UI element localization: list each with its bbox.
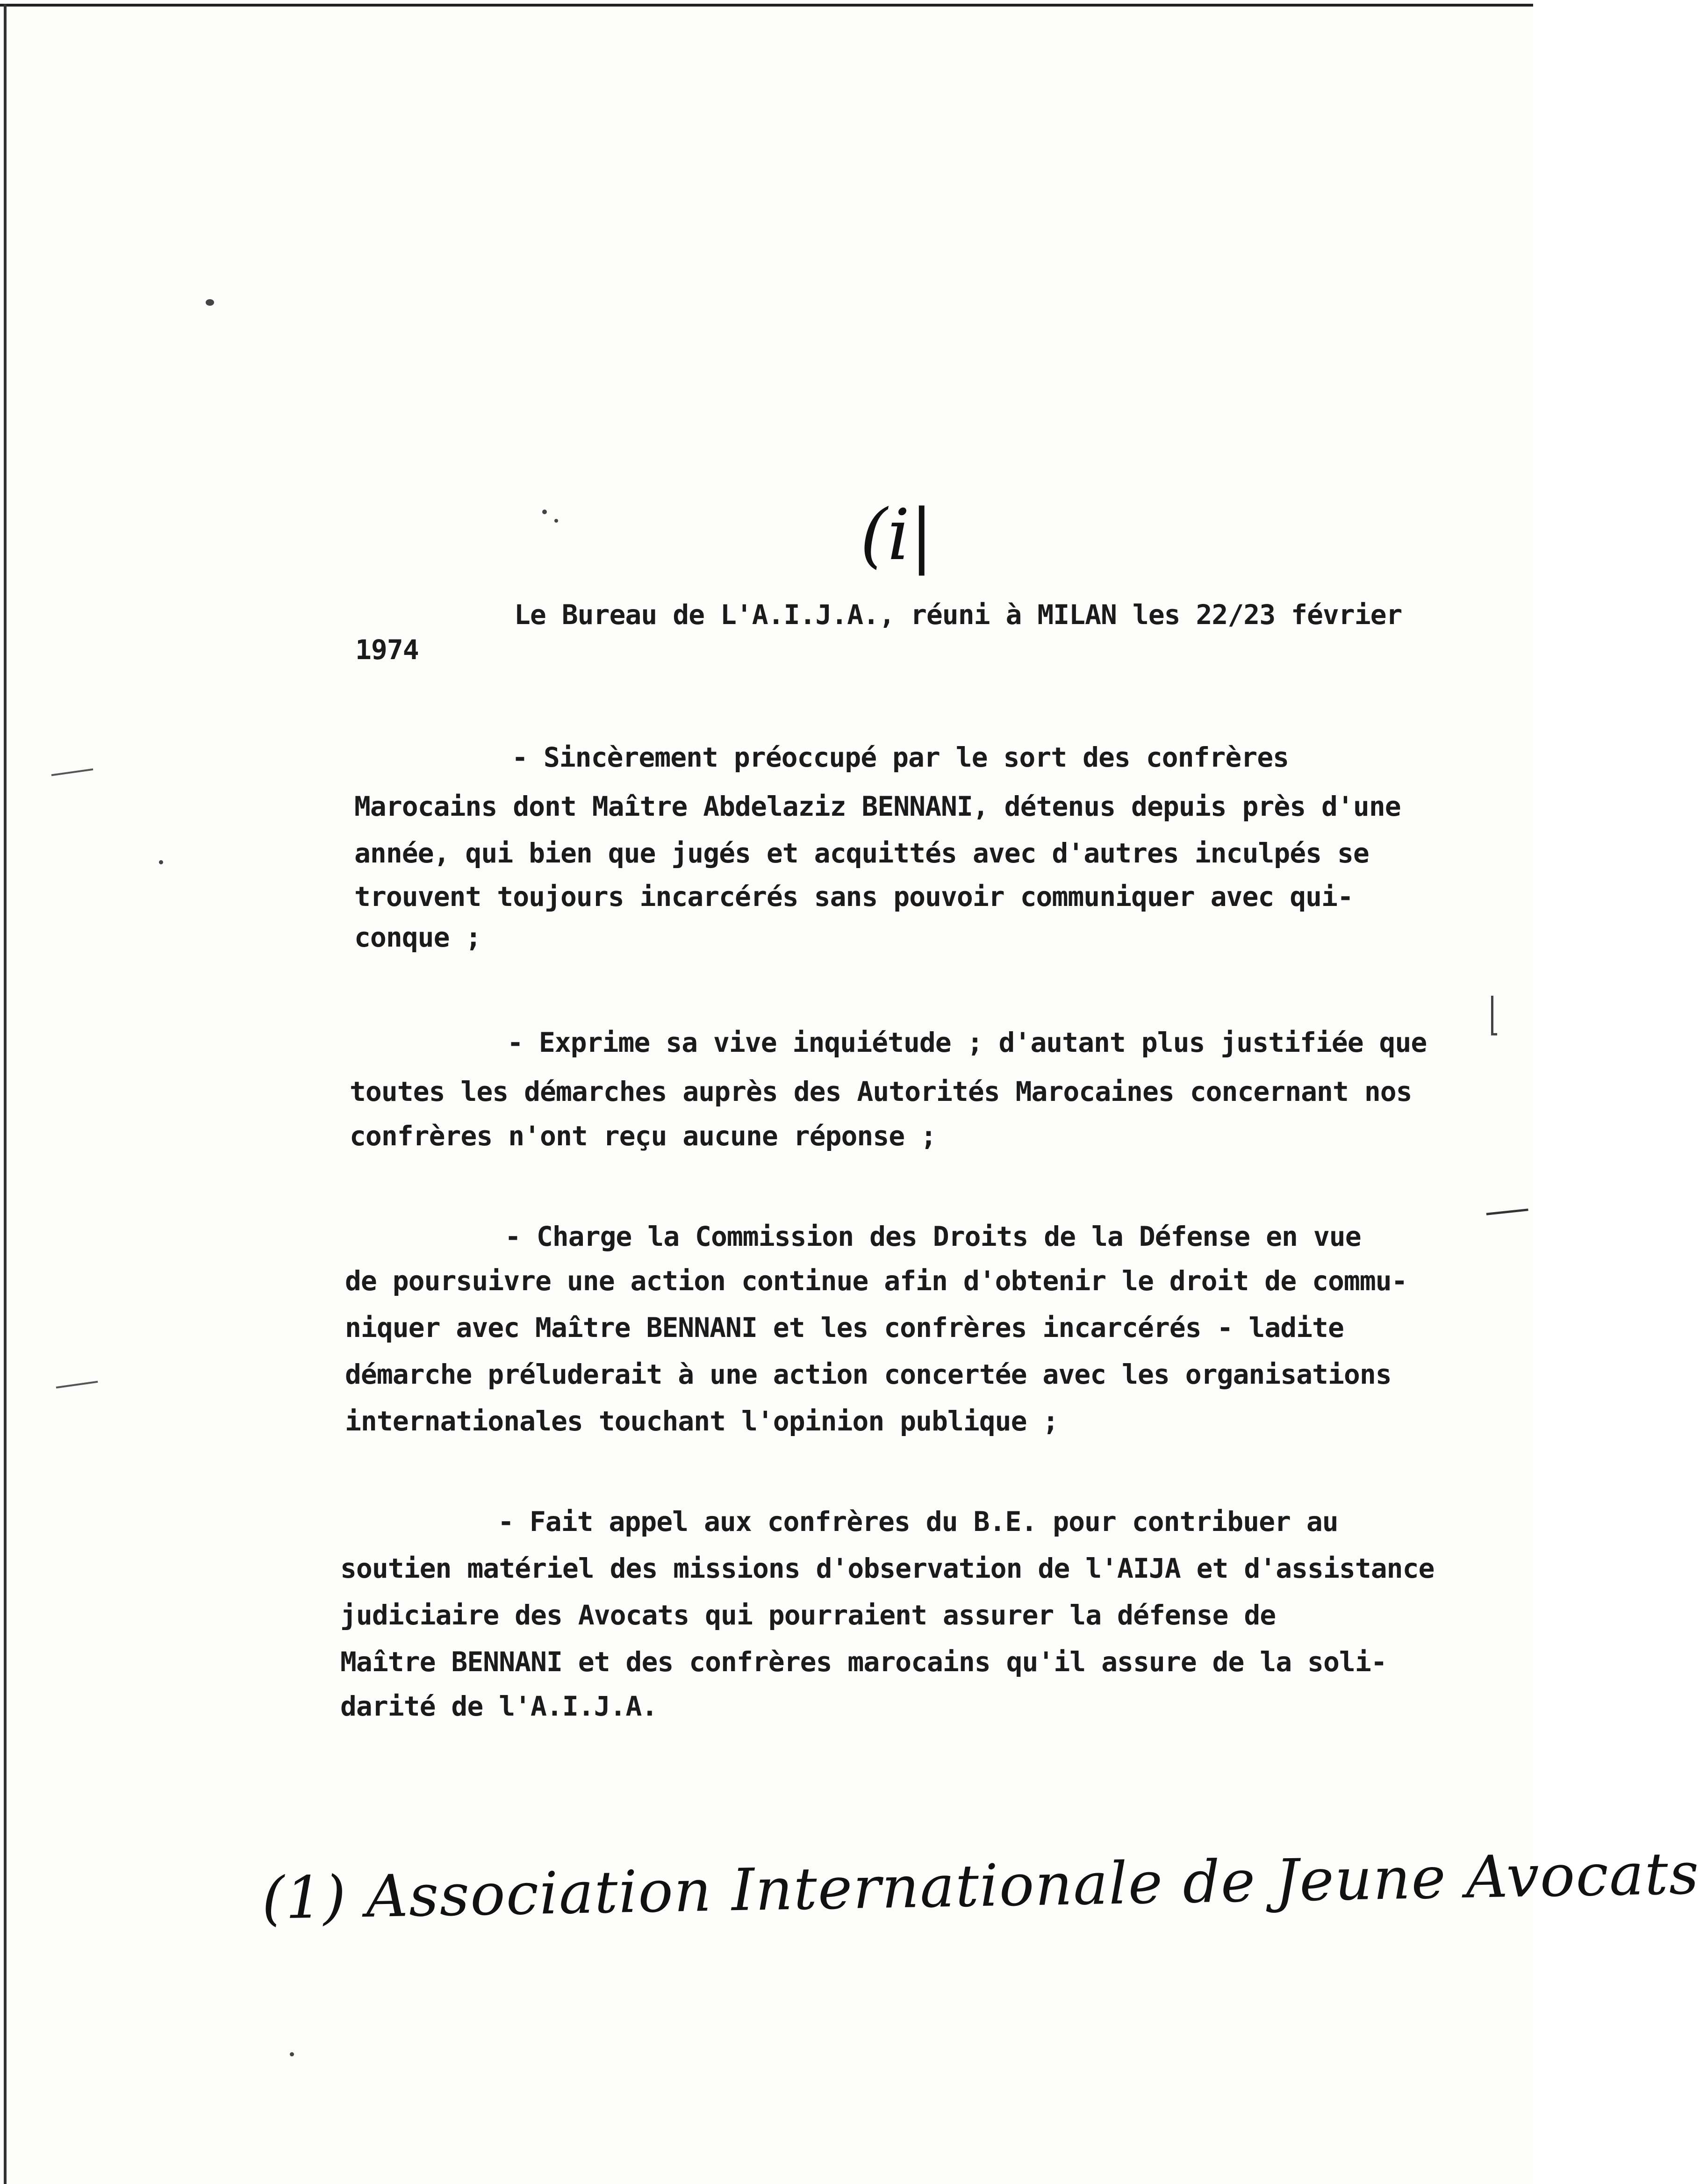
- heading-line: Le Bureau de L'A.I.J.A., réuni à MILAN les 22/23 février: [514, 599, 1402, 631]
- paragraph-3-line: démarche préluderait à une action concertée avec les organisations: [345, 1358, 1392, 1390]
- heading-year: 1974: [355, 634, 419, 666]
- paragraph-2-line: confrères n'ont reçu aucune réponse ;: [350, 1120, 937, 1152]
- paragraph-1-line: trouvent toujours incarcérés sans pouvoir communiquer avec qui-: [354, 881, 1353, 912]
- paragraph-4-line: judiciaire des Avocats qui pourraient assurer la défense de: [340, 1599, 1276, 1631]
- handwritten-marker: (i|: [860, 495, 934, 576]
- scan-speck: [290, 2052, 294, 2056]
- paragraph-1-line: année, qui bien que jugés et acquittés avec d'autres inculpés se: [354, 837, 1369, 869]
- margin-mark: [1486, 1208, 1529, 1218]
- margin-mark: [1491, 996, 1497, 1035]
- paragraph-1-line: conque ;: [354, 921, 481, 953]
- handwritten-footnote: (1) Association Internationale de Jeune Avocats: [261, 1840, 1700, 1933]
- paragraph-2-line: - Exprime sa vive inquiétude ; d'autant plus justifiée que: [507, 1027, 1427, 1058]
- scan-speck: [206, 299, 214, 306]
- paragraph-2-line: toutes les démarches auprès des Autorités Marocaines concernant nos: [350, 1076, 1412, 1107]
- paragraph-1-line: Marocains dont Maître Abdelaziz BENNANI, détenus depuis près d'une: [354, 790, 1401, 822]
- scan-speck: [159, 860, 163, 864]
- scan-speck: [554, 519, 558, 523]
- scan-edge-top: [0, 4, 1533, 7]
- paragraph-1-line: - Sincèrement préoccupé par le sort des confrères: [512, 741, 1289, 773]
- paragraph-3-line: niquer avec Maître BENNANI et les confrères incarcérés - ladite: [345, 1312, 1344, 1343]
- paragraph-4-line: - Fait appel aux confrères du B.E. pour contribuer au: [498, 1506, 1338, 1537]
- paragraph-3-line: internationales touchant l'opinion publique ;: [345, 1405, 1059, 1437]
- scan-edge-left: [4, 4, 7, 2184]
- paragraph-3-line: - Charge la Commission des Droits de la Défense en vue: [505, 1221, 1361, 1252]
- margin-mark: [51, 769, 94, 779]
- scan-speck: [542, 510, 547, 514]
- paragraph-4-line: Maître BENNANI et des confrères marocains qu'il assure de la soli-: [340, 1646, 1387, 1678]
- paragraph-4-line: darité de l'A.I.J.A.: [340, 1690, 658, 1722]
- paragraph-3-line: de poursuivre une action continue afin d'obtenir le droit de commu-: [345, 1265, 1407, 1297]
- paragraph-4-line: soutien matériel des missions d'observation de l'AIJA et d'assistance: [340, 1552, 1435, 1584]
- margin-mark: [56, 1381, 99, 1391]
